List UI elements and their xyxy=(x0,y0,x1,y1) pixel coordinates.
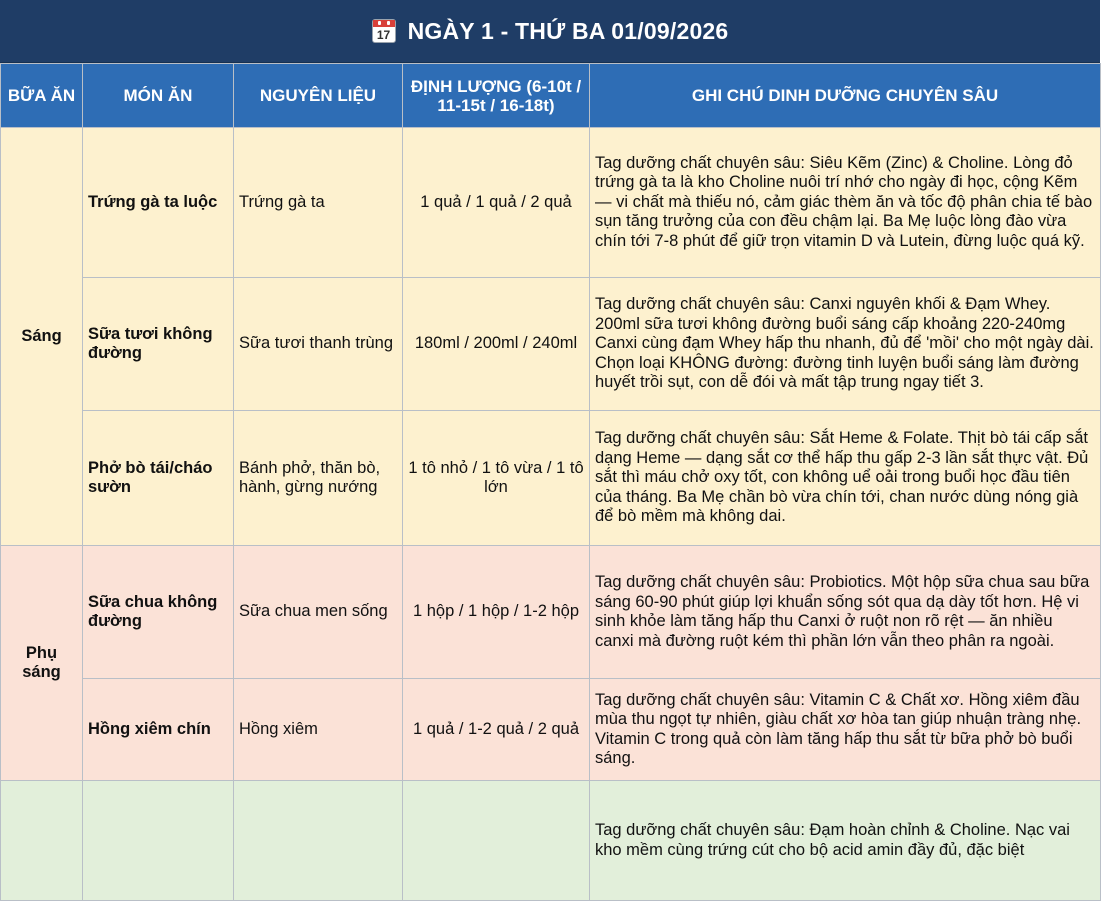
quantity-cell: 1 quả / 1 quả / 2 quả xyxy=(403,128,590,278)
table-header-row xyxy=(1,64,1101,128)
quantity-cell xyxy=(403,781,590,901)
quantity-cell: 1 hộp / 1 hộp / 1-2 hộp xyxy=(403,546,590,679)
column-header-dish: MÓN ĂN xyxy=(83,64,234,128)
quantity-cell: 1 tô nhỏ / 1 tô vừa / 1 tô lớn xyxy=(403,411,590,546)
ingredients-cell: Sữa chua men sống xyxy=(234,546,403,679)
day-title-bar xyxy=(0,0,1100,63)
meal-plan-table xyxy=(0,63,1101,901)
ingredients-cell: Trứng gà ta xyxy=(234,128,403,278)
calendar-icon xyxy=(372,19,396,43)
nutrition-note-cell: Tag dưỡng chất chuyên sâu: Sắt Heme & Folate. Thịt bò tái cấp sắt dạng Heme — dạng sắt cơ thể hấp thu gấp 2-3 lần sắt thực vật. Đủ sắt thì máu chở oxy tốt, con không uể oải trong buổi học đầu tiên của tháng. Ba Mẹ chần bò vừa chín tới, chan nước dùng nóng già để bò mềm mà không dai. xyxy=(590,411,1101,546)
quantity-cell: 1 quả / 1-2 quả / 2 quả xyxy=(403,679,590,781)
nutrition-note-cell: Tag dưỡng chất chuyên sâu: Vitamin C & Chất xơ. Hồng xiêm đầu mùa thu ngọt tự nhiên, giàu chất xơ hòa tan giúp nhuận tràng nhẹ. Vitamin C trong quả còn làm tăng hấp thu sắt từ bữa phở bò buổi sáng. xyxy=(590,679,1101,781)
meal-cell-sang: Sáng xyxy=(1,128,83,546)
nutrition-note-cell: Tag dưỡng chất chuyên sâu: Canxi nguyên khối & Đạm Whey. 200ml sữa tươi không đường buổi sáng cấp khoảng 220-240mg Canxi cùng đạm Whey hấp thu nhanh, đủ để 'mồi' cho một ngày dài. Chọn loại KHÔNG đường: đường tinh luyện buổi sáng làm đường huyết trồi sụt, con dễ đói và mất tập trung ngay tiết 3. xyxy=(590,278,1101,411)
meal-cell-phu-sang: Phụ sáng xyxy=(1,546,83,781)
dish-cell: Hồng xiêm chín xyxy=(83,679,234,781)
nutrition-note-cell: Tag dưỡng chất chuyên sâu: Đạm hoàn chỉnh & Choline. Nạc vai kho mềm cùng trứng cút cho bộ acid amin đầy đủ, đặc biệt xyxy=(590,781,1101,901)
dish-cell xyxy=(83,781,234,901)
column-header-quantity: ĐỊNH LƯỢNG (6-10t / 11-15t / 16-18t) xyxy=(403,64,590,128)
dish-cell: Trứng gà ta luộc xyxy=(83,128,234,278)
table-row xyxy=(1,679,1101,781)
ingredients-cell: Sữa tươi thanh trùng xyxy=(234,278,403,411)
table-row xyxy=(1,278,1101,411)
ingredients-cell: Hồng xiêm xyxy=(234,679,403,781)
table-row xyxy=(1,411,1101,546)
nutrition-note-cell: Tag dưỡng chất chuyên sâu: Siêu Kẽm (Zinc) & Choline. Lòng đỏ trứng gà ta là kho Choline nuôi trí nhớ cho ngày đi học, cộng Kẽm — vi chất mà thiếu nó, cảm giác thèm ăn và tốc độ phân chia tế bào sụn tăng trưởng của con đều chậm lại. Ba Mẹ luộc lòng đào vừa chín tới 7-8 phút để giữ trọn vitamin D và Lutein, đừng luộc quá kỹ. xyxy=(590,128,1101,278)
dish-cell: Phở bò tái/cháo sườn xyxy=(83,411,234,546)
day-title: NGÀY 1 - THỨ BA 01/09/2026 xyxy=(407,17,729,44)
dish-cell: Sữa chua không đường xyxy=(83,546,234,679)
table-row xyxy=(1,128,1101,278)
column-header-nutrition-note: GHI CHÚ DINH DƯỠNG CHUYÊN SÂU xyxy=(590,64,1101,128)
table-row xyxy=(1,781,1101,901)
dish-cell: Sữa tươi không đường xyxy=(83,278,234,411)
table-row xyxy=(1,546,1101,679)
nutrition-note-cell: Tag dưỡng chất chuyên sâu: Probiotics. Một hộp sữa chua sau bữa sáng 60-90 phút giúp lợi khuẩn sống sót qua dạ dày tốt hơn. Hệ vi sinh khỏe làm tăng hấp thu Canxi ở ruột non rõ rệt — ăn nhiều canxi mà đường ruột kém thì phần lớn vẫn theo phân ra ngoài. xyxy=(590,546,1101,679)
column-header-ingredients: NGUYÊN LIỆU xyxy=(234,64,403,128)
meal-cell-next xyxy=(1,781,83,901)
quantity-cell: 180ml / 200ml / 240ml xyxy=(403,278,590,411)
ingredients-cell: Bánh phở, thăn bò, hành, gừng nướng xyxy=(234,411,403,546)
ingredients-cell xyxy=(234,781,403,901)
calendar-icon-number: 17 xyxy=(376,28,391,42)
column-header-meal: BỮA ĂN xyxy=(1,64,83,128)
